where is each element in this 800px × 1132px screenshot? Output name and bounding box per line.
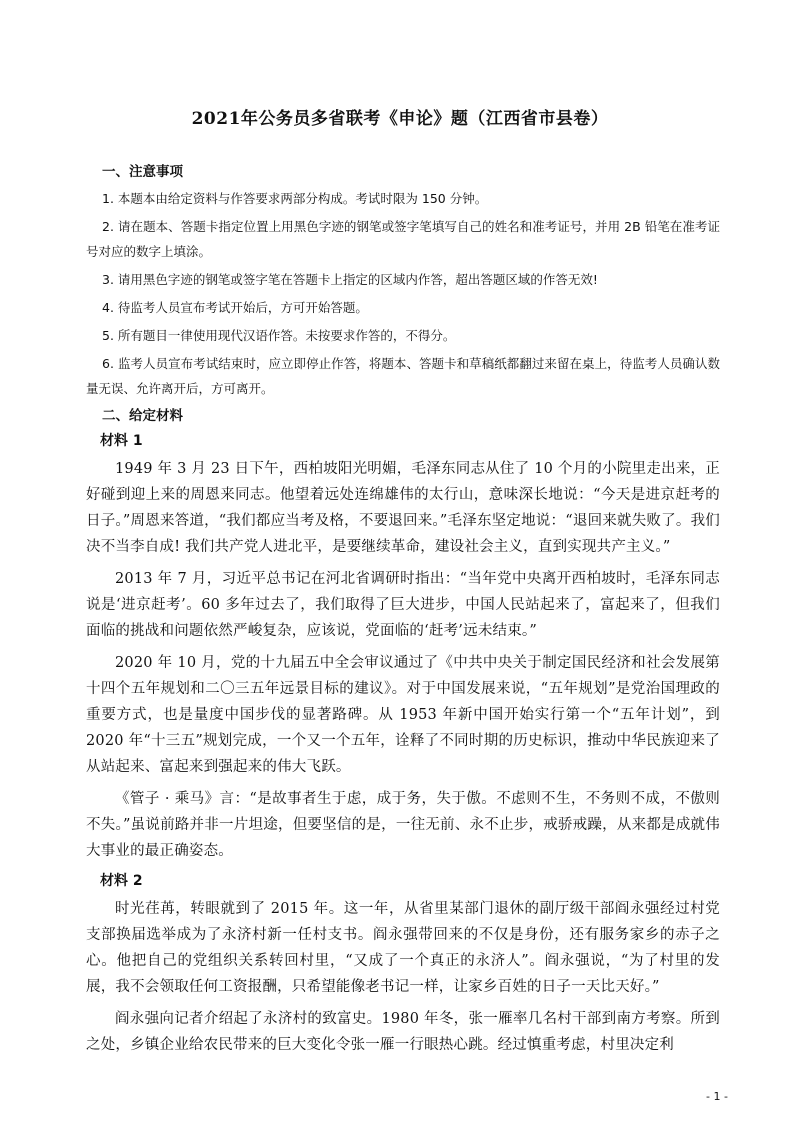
- document-title: 2021年公务员多省联考《申论》题（江西省市县卷）: [191, 109, 609, 129]
- material-paragraph: 时光荏苒，转眼就到了 2015 年。这一年，从省里某部门退休的副厅级干部阎永强经过村党支部换届选举成为了永济村新一任村支书。阎永强带回来的不仅是身份，还有服务家乡的赤子之心。他把自己的党组织关系转回村里，“又成了一个真正的永济人”。阎永强说，“为了村里的发展，我不会领取任何工资报酬，只希望能像老书记一样，让家乡百姓的日子一天比天好。”: [86, 901, 720, 995]
- notice-item: 2. 请在题本、答题卡指定位置上用黑色字迹的钢笔或签字笔填写自己的姓名和准考证号，并用 2B 铅笔在准考证号对应的数字上填涂。: [86, 219, 720, 259]
- section-heading-materials: 二、给定材料: [102, 408, 183, 424]
- notice-item: 3. 请用黑色字迹的钢笔或签字笔在答题卡上指定的区域内作答，超出答题区域的作答无效!: [102, 272, 598, 287]
- notice-item: 1. 本题本由给定资料与作答要求两部分构成。考试时限为 150 分钟。: [102, 191, 488, 206]
- material-paragraph: 《管子 · 乘马》言：“是故事者生于虑，成于务，失于傲。不虑则不生，不务则不成，不傲则不失。”虽说前路并非一片坦途，但要坚信的是，一往无前、永不止步，戒骄戒躁，从来都是成就伟大事业的最正确姿态。: [86, 791, 720, 859]
- document-body: [86, 160, 720, 1064]
- material-paragraph: 2020 年 10 月，党的十九届五中全会审议通过了《中共中央关于制定国民经济和社会发展第十四个五年规划和二〇三五年远景目标的建议》。对于中国发展来说，“五年规划”是党治国理政的重要方式，也是量度中国步伐的显著路碑。从 1953 年新中国开始实行第一个“五年计划”，到 2020 年“十三五”规划完成，一个又一个五年，诠释了不同时期的历史标识，推动中华民族迎来了从站起来、富起来到强起来的伟大飞跃。: [86, 655, 720, 775]
- notice-item: 5. 所有题目一律使用现代汉语作答。未按要求作答的，不得分。: [102, 328, 456, 343]
- page-number: - 1 -: [706, 1090, 728, 1103]
- material-1-heading: 材料 1: [100, 433, 143, 449]
- material-paragraph: 2013 年 7 月，习近平总书记在河北省调研时指出：“当年党中央离开西柏坡时，毛泽东同志说是‘进京赶考’。60 多年过去了，我们取得了巨大进步，中国人民站起来了，富起来了，但我们面临的挑战和问题依然严峻复杂，应该说，党面临的‘赶考’远未结束。”: [86, 571, 720, 639]
- material-paragraph: 阎永强向记者介绍起了永济村的致富史。1980 年冬，张一雁率几名村干部到南方考察。所到之处，乡镇企业给农民带来的巨大变化令张一雁一行眼热心跳。经过慎重考虑，村里决定利: [86, 1011, 720, 1053]
- notice-item: 4. 待监考人员宣布考试开始后，方可开始答题。: [102, 300, 368, 315]
- notice-item: 6. 监考人员宣布考试结束时，应立即停止作答，将题本、答题卡和草稿纸都翻过来留在桌上，待监考人员确认数量无误、允许离开后，方可离开。: [86, 356, 720, 396]
- material-2-heading: 材料 2: [100, 873, 143, 889]
- material-paragraph: 1949 年 3 月 23 日下午，西柏坡阳光明媚，毛泽东同志从住了 10 个月的小院里走出来，正好碰到迎上来的周恩来同志。他望着远处连绵雄伟的太行山，意味深长地说：“今天是进京赶考的日子。”周恩来答道，“我们都应当考及格，不要退回来。”毛泽东坚定地说：“退回来就失败了。我们决不当李自成! 我们共产党人进北平，是要继续革命，建设社会主义，直到实现共产主义。”: [86, 461, 720, 555]
- section-heading-notices: 一、注意事项: [102, 164, 183, 180]
